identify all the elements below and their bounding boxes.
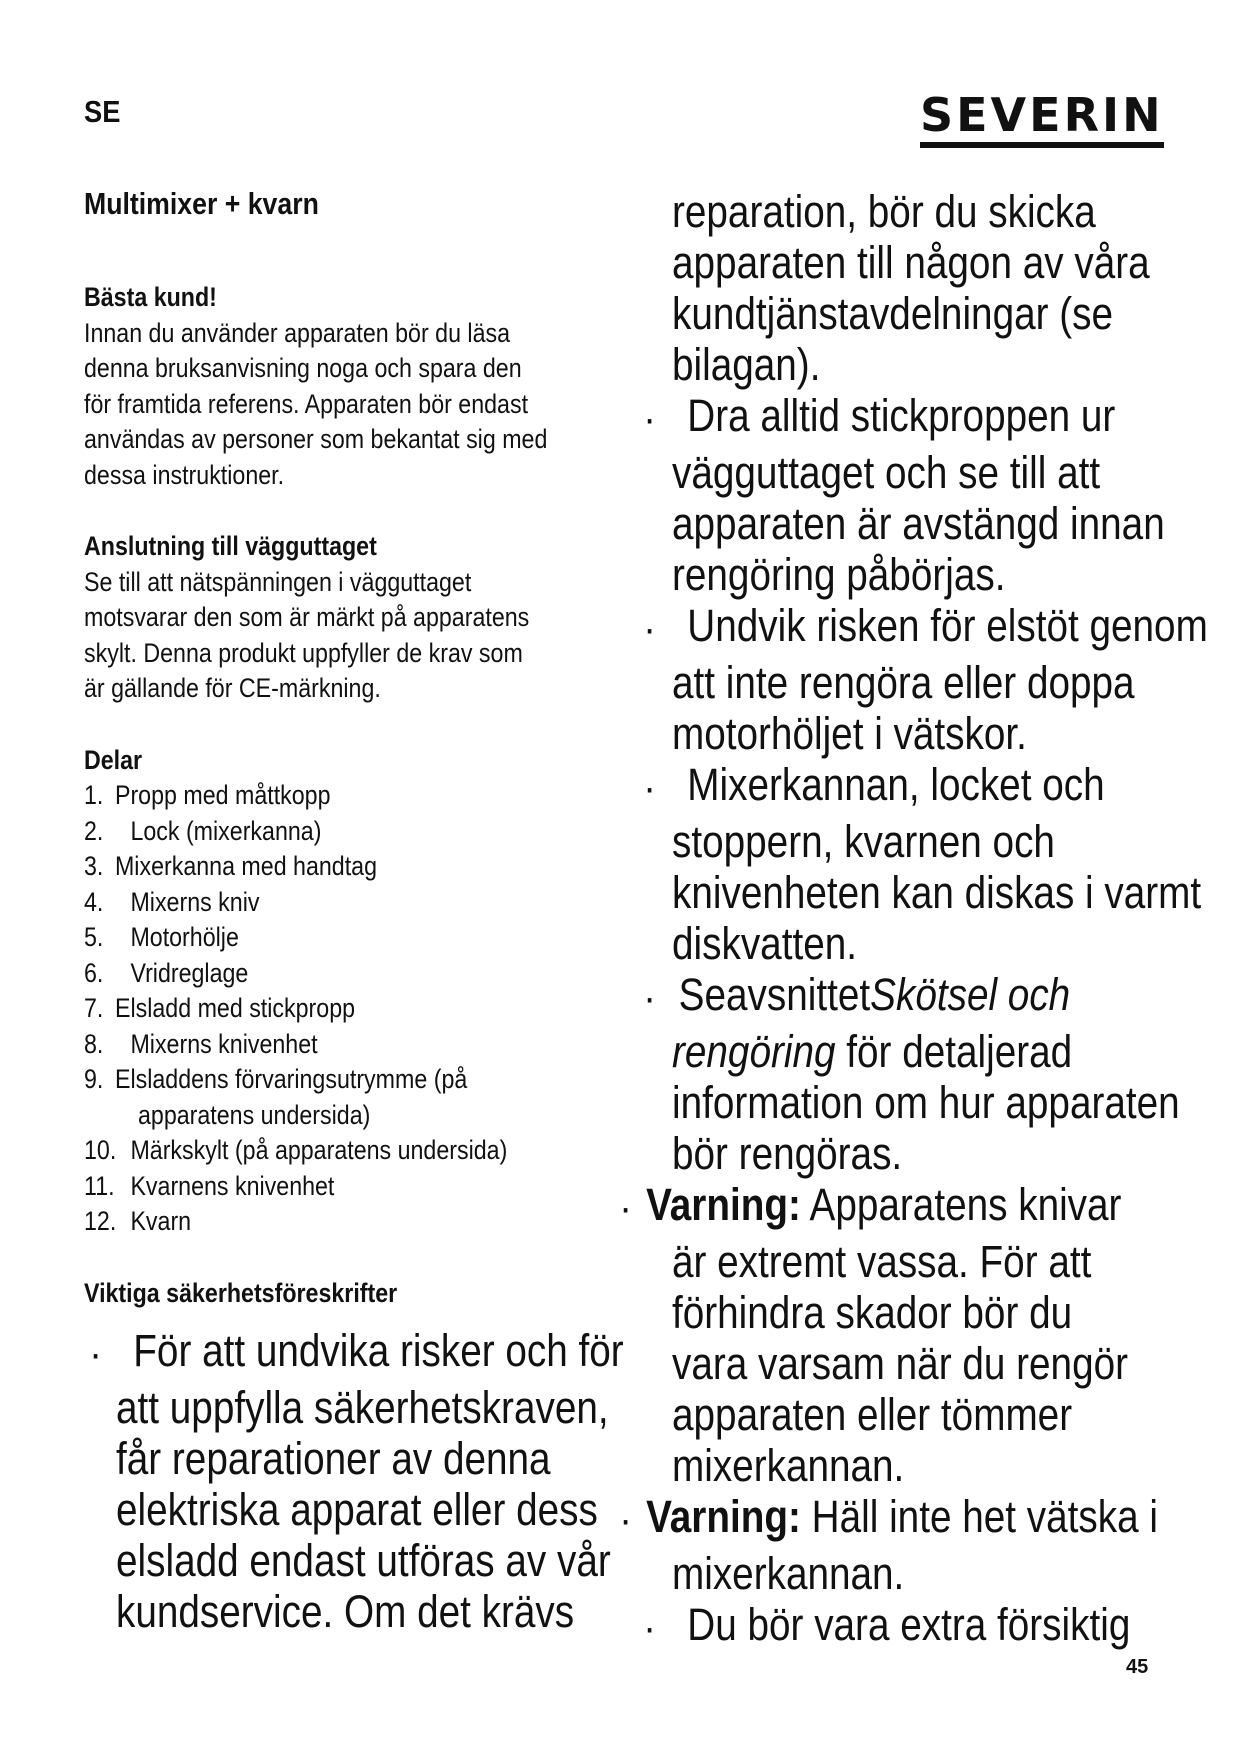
list-item: 11. Kvarnens knivenhet [84, 1170, 335, 1201]
warning-bullet-1: · Varning: Apparatens knivar [622, 1179, 1122, 1230]
warning-bullet-2: · Varning: Häll inte het vätska i [622, 1491, 1158, 1542]
left-column [84, 186, 644, 1311]
list-item-continuation: apparatens undersida) [138, 1099, 371, 1130]
connection-heading: Anslutning till vägguttaget [84, 531, 377, 561]
parts-heading: Delar [84, 744, 143, 775]
safety-bullet-3: · Undvik risken för elstöt genom [646, 600, 1208, 651]
list-item: 4. Mixerns kniv [84, 886, 260, 917]
list-item: 8. Mixerns knivenhet [84, 1028, 318, 1059]
page-number: 45 [1126, 1656, 1149, 1678]
list-item: 12. Kvarn [84, 1206, 192, 1236]
safety-bullet-2: · Dra alltid stickproppen ur [646, 390, 1116, 441]
right-column: reparation, bör du skicka apparaten till någon av våra kundtjänstavdelningar (se bilagan). · Dra alltid stickproppen ur vägguttaget och se till att apparaten är avstängd innan rengöring påbörjas. · Undvik risken för elstöt genom att inte rengöra eller doppa motorhöljet i vätskor. · Mixerkannan, locket och stoppern, kvarnen och knivenheten kan diskas i varmt diskvatten. · SeavsnittetSkötsel och rengöring för detaljerad information om hur apparaten bör rengöras. · Varning: Apparatens knivar är extremt vassa. För att förhindra skador bör du vara varsam när du rengör apparaten eller tömmer mixerkannan. · Varning: Häll inte het vätska i mixerkannan. · Du bör vara extra försiktig [646, 186, 1226, 1656]
list-item: 3. Mixerkanna med handtag [84, 851, 377, 881]
safety-bullet-1: · För att undvika risker och för att uppfylla säkerhetskraven, får reparationer av denna elektriska apparat eller dess elsladd endast utföras av vår kundservice. Om det krävs [92, 1325, 624, 1637]
list-item: 9. Elsladdens förvaringsutrymme (på [84, 1064, 468, 1094]
safety-heading: Viktiga säkerhetsföreskrifter [84, 1277, 398, 1308]
list-item: 10. Märkskylt (på apparatens undersida) [84, 1135, 508, 1165]
brand-name: SEVERIN [920, 88, 1164, 142]
warning-label: Varning: [646, 1491, 801, 1542]
list-item: 6. Vridreglage [84, 957, 249, 988]
safety-bullet-4: · Mixerkannan, locket och [646, 759, 1105, 810]
greeting-heading: Bästa kund! [84, 282, 217, 312]
list-item: 7. Elsladd med stickpropp [84, 993, 356, 1023]
logo-underline [920, 142, 1164, 148]
page-title: Multimixer + kvarn [84, 186, 319, 221]
severin-logo [920, 88, 1164, 148]
greeting-text: Innan du använder apparaten bör du läsa denna bruksanvisning noga och spara den för framtida referens. Apparaten bör endast användas av personer som bekantat sig med dessa instruktioner. [84, 317, 548, 490]
list-item: 1. Propp med måttkopp [84, 780, 331, 810]
bullet-marker: · [92, 1340, 101, 1373]
connection-text: Se till att nätspänningen i vägguttaget motsvarar den som är märkt på apparatens skylt. Denna produkt uppfyller de krav som är gällande för CE-märkning. [84, 566, 530, 703]
list-item: 2. Lock (mixerkanna) [84, 815, 322, 846]
language-code: SE [84, 94, 121, 129]
safety-bullet-6: · Du bör vara extra försiktig [646, 1599, 1131, 1650]
warning-label: Varning: [646, 1179, 801, 1230]
parts-list [84, 778, 644, 1240]
safety-bullet-5: · SeavsnittetSkötsel och [646, 969, 1071, 1020]
list-item: 5. Motorhölje [84, 922, 239, 952]
